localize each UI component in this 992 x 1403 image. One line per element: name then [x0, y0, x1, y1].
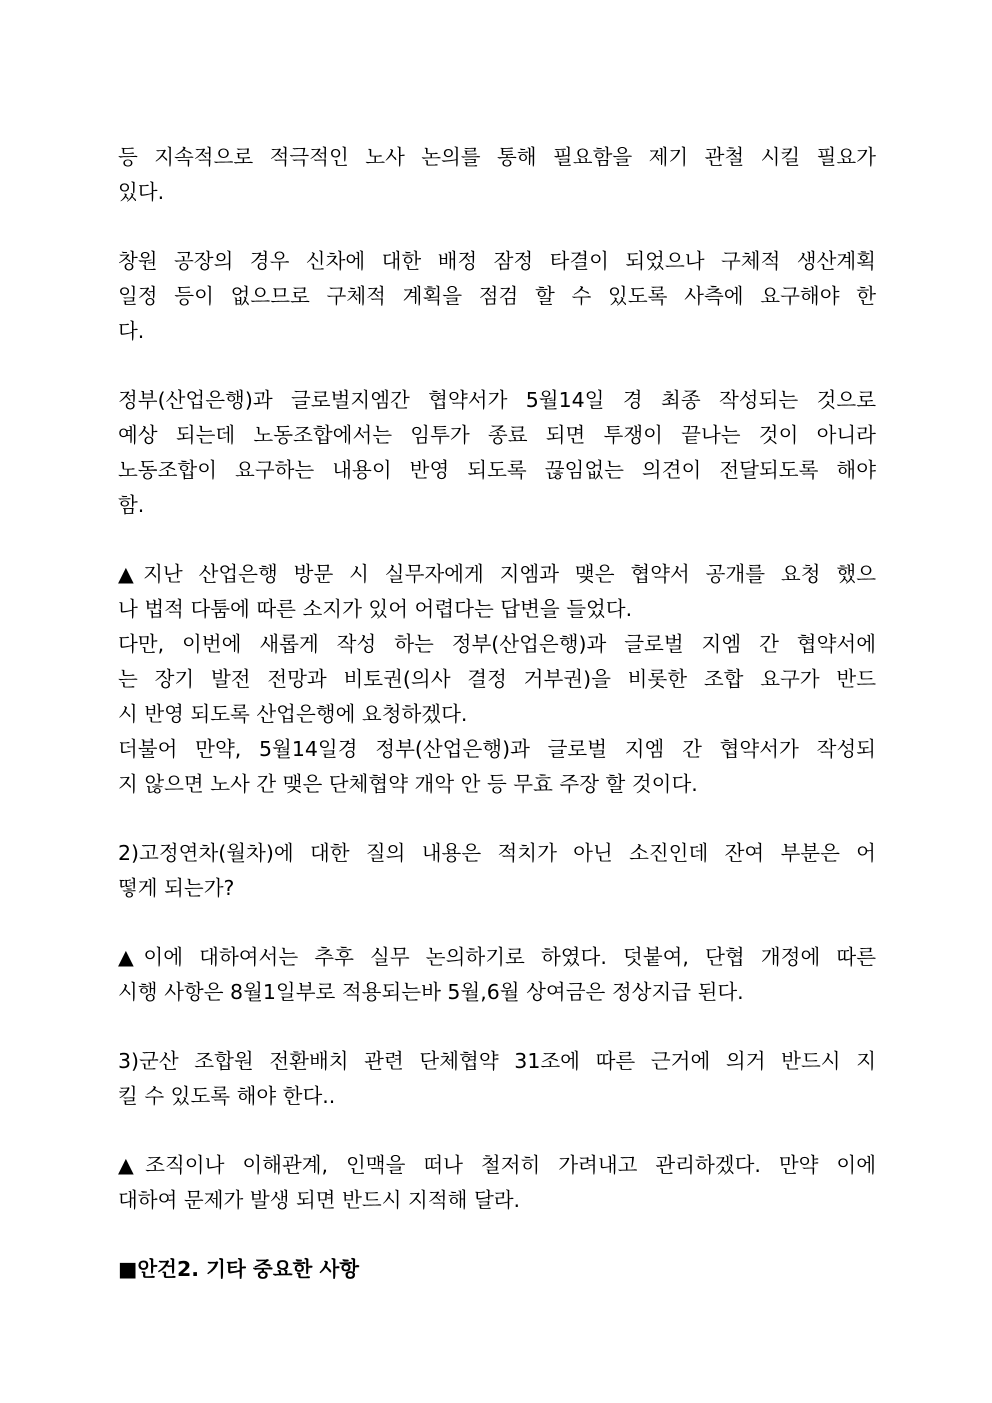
- text-line: 떻게 되는가?: [118, 876, 235, 900]
- text-line: 있다.: [118, 180, 165, 204]
- text-line: 시 반영 되도록 산업은행에 요청하겠다.: [118, 702, 468, 726]
- paragraph-4: [118, 557, 876, 802]
- text-line: 다.: [118, 319, 145, 343]
- text-line: ▲조직이나 이해관계, 인맥을 떠나 철저히 가려내고 관리하겠다. 만약 이에: [118, 1153, 876, 1177]
- paragraph-1: [118, 140, 876, 210]
- text-line: 더불어 만약, 5월14일경 정부(산업은행)과 글로벌 지엠 간 협약서가 작성되: [118, 737, 876, 761]
- text-line: ▲이에 대하여서는 추후 실무 논의하기로 하였다. 덧붙여, 단협 개정에 따른: [118, 945, 876, 969]
- document-page: [118, 140, 876, 1287]
- text-line: 시행 사항은 8월1일부로 적용되는바 5월,6월 상여금은 정상지급 된다.: [118, 980, 744, 1004]
- text-line: 창원 공장의 경우 신차에 대한 배정 잠정 타결이 되었으나 구체적 생산계획: [118, 249, 876, 273]
- paragraph-8: [118, 1148, 876, 1218]
- text-line: 킬 수 있도록 해야 한다..: [118, 1084, 336, 1108]
- text-line: 나 법적 다툼에 따른 소지가 있어 어렵다는 답변을 들었다.: [118, 597, 633, 621]
- text-line: 3)군산 조합원 전환배치 관련 단체협약 31조에 따른 근거에 의거 반드시 지: [118, 1049, 876, 1073]
- text-line: 2)고정연차(월차)에 대한 질의 내용은 적치가 아닌 소진인데 잔여 부분은 어: [118, 841, 876, 865]
- text-line: 함.: [118, 493, 145, 517]
- paragraph-6: [118, 940, 876, 1010]
- text-line: 등 지속적으로 적극적인 노사 논의를 통해 필요함을 제기 관철 시킬 필요가: [118, 145, 876, 169]
- paragraph-3: [118, 383, 876, 523]
- text-line: 노동조합이 요구하는 내용이 반영 되도록 끊임없는 의견이 전달되도록 해야: [118, 458, 876, 482]
- text-line: 예상 되는데 노동조합에서는 임투가 종료 되면 투쟁이 끝나는 것이 아니라: [118, 423, 876, 447]
- paragraph-7: [118, 1044, 876, 1114]
- section-heading: ■안건2. 기타 중요한 사항: [118, 1257, 360, 1281]
- text-line: 다만, 이번에 새롭게 작성 하는 정부(산업은행)과 글로벌 지엠 간 협약서에: [118, 632, 876, 656]
- text-line: 정부(산업은행)과 글로벌지엠간 협약서가 5월14일 경 최종 작성되는 것으로: [118, 388, 876, 412]
- paragraph-5: [118, 836, 876, 906]
- text-line: ▲지난 산업은행 방문 시 실무자에게 지엠과 맺은 협약서 공개를 요청 했으: [118, 562, 876, 586]
- text-line: 는 장기 발전 전망과 비토권(의사 결정 거부권)을 비롯한 조합 요구가 반드: [118, 667, 876, 691]
- text-line: 일정 등이 없으므로 구체적 계획을 점검 할 수 있도록 사측에 요구해야 한: [118, 284, 876, 308]
- text-line: 지 않으면 노사 간 맺은 단체협약 개악 안 등 무효 주장 할 것이다.: [118, 772, 698, 796]
- paragraph-2: [118, 244, 876, 349]
- text-line: 대하여 문제가 발생 되면 반드시 지적해 달라.: [118, 1188, 521, 1212]
